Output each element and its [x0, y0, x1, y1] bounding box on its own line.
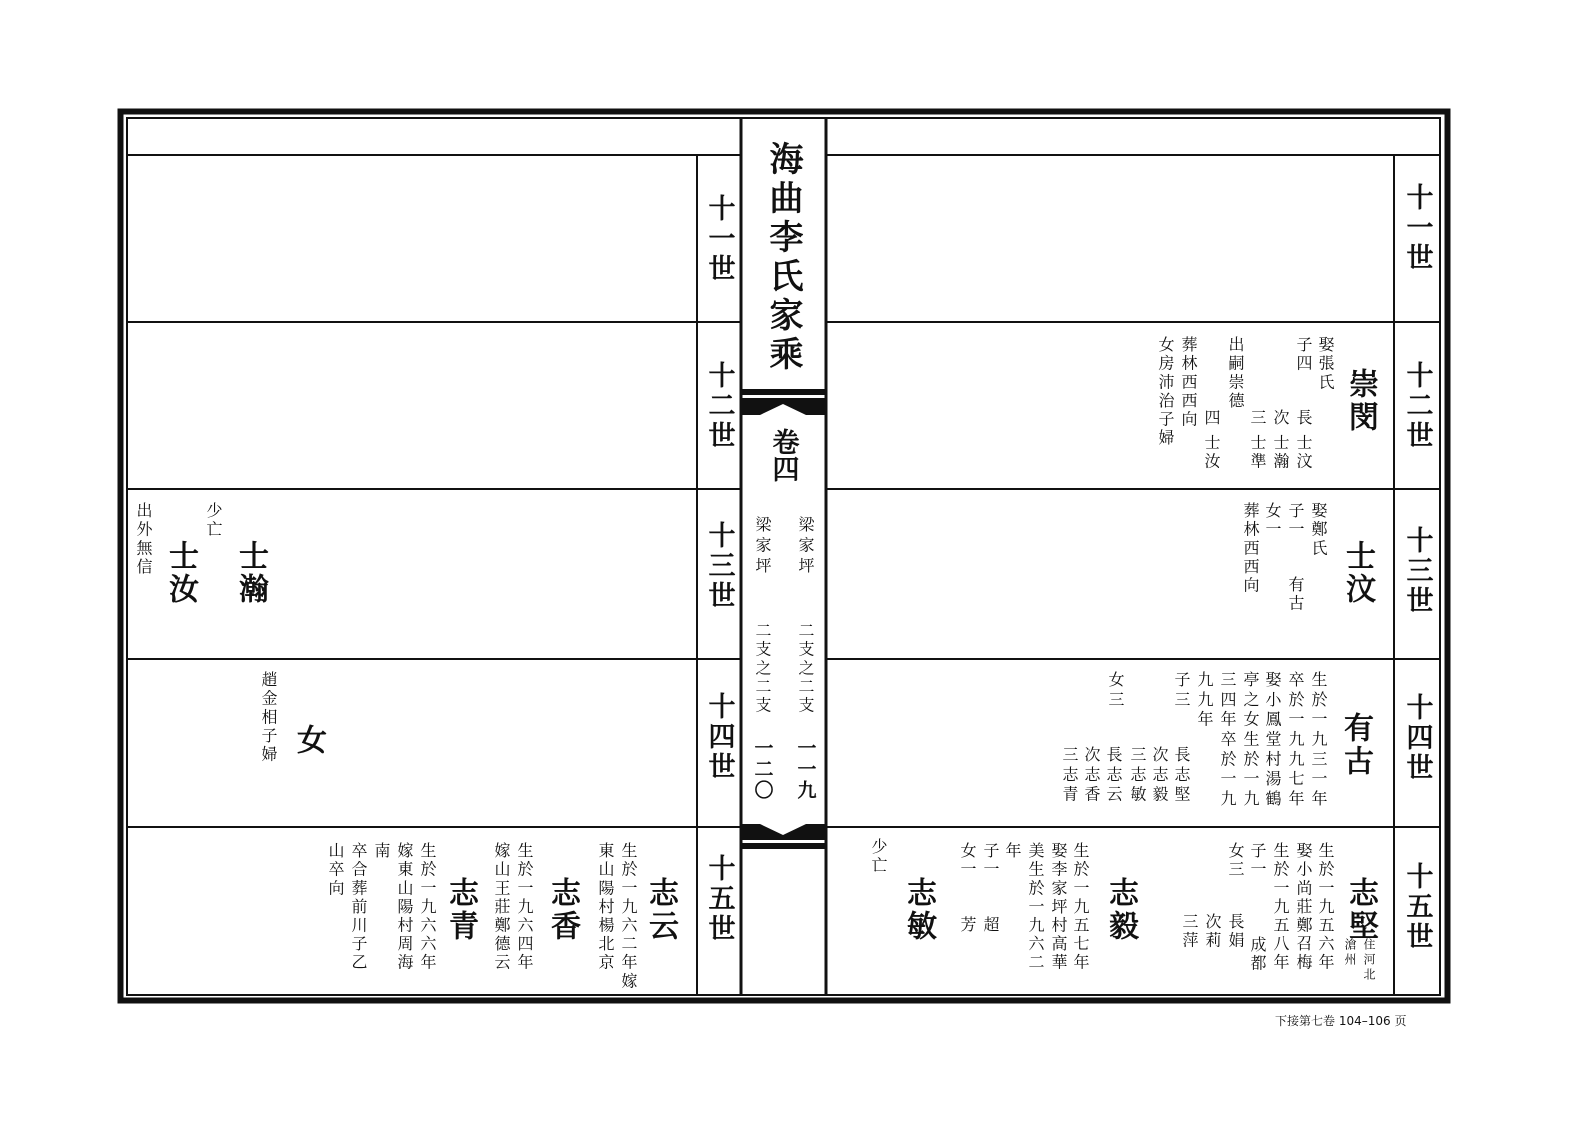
daughters-count: 女一 — [1263, 502, 1282, 540]
person-note: 趙金相子婦 — [259, 671, 278, 764]
person-name-zhixiang: 志香 — [545, 877, 580, 943]
child-name: 志敏 — [1128, 765, 1147, 806]
child-name: 志云 — [1104, 765, 1123, 806]
son-name: 士汝 — [1202, 434, 1221, 472]
bio-line: 九九年 — [1195, 671, 1214, 731]
child-entry — [1105, 746, 1121, 805]
son-name: 成都 — [1248, 936, 1267, 974]
burial-note: 葬林西西向 — [1179, 336, 1198, 429]
bio-line: 娶小尚莊鄭召梅 — [1294, 842, 1313, 973]
son-name: 超 — [981, 916, 1000, 935]
child-entry — [1129, 746, 1145, 805]
child-entry — [1227, 913, 1243, 950]
sons-count: 子四 — [1294, 336, 1313, 374]
book-title: 海曲李氏家乘 — [763, 141, 803, 375]
child-name: 萍 — [1180, 931, 1199, 951]
right-generation-label-13: 十三世 — [1401, 526, 1433, 616]
daughters-count: 女一 — [958, 842, 977, 880]
spine-right-branch: 二支之二支 — [796, 622, 815, 715]
person-note: 少亡 — [204, 502, 223, 540]
person-note: 少亡 — [869, 838, 888, 876]
bottom-fish-tail-band — [741, 843, 826, 849]
child-order: 三 — [1180, 913, 1199, 932]
son-name: 士汶 — [1294, 434, 1313, 472]
person-name-shihan: 士瀚 — [233, 540, 268, 606]
daughters-count: 女三 — [1226, 842, 1245, 880]
left-generation-label-15: 十五世 — [703, 854, 735, 944]
left-generation-label-12: 十二世 — [703, 361, 735, 451]
sons-count: 子一 — [1286, 502, 1305, 540]
left-generation-label-14: 十四世 — [703, 692, 735, 782]
bio-line: 亭之女生於一九 — [1241, 671, 1260, 810]
person-name-zhiyi: 志毅 — [1103, 877, 1138, 943]
sons-count: 子三 — [1172, 671, 1191, 711]
left-generation-label-13: 十三世 — [703, 521, 735, 611]
child-entry — [1181, 913, 1197, 950]
child-name: 志青 — [1060, 765, 1079, 806]
marriage-note: 娶張氏 — [1316, 336, 1335, 392]
child-order: 三 — [1060, 746, 1079, 766]
right-generation-label-11: 十一世 — [1401, 183, 1433, 273]
right-generation-label-12: 十二世 — [1401, 361, 1433, 451]
bio-line: 東山陽村楊北京 — [596, 842, 615, 973]
bio-line: 生於一九五六年 — [1316, 842, 1335, 973]
child-order: 次 — [1150, 746, 1169, 766]
bio-line: 生於一九三一年 — [1309, 671, 1328, 810]
bio-line: 生於一九五七年 — [1071, 842, 1090, 973]
son-order: 四 — [1202, 409, 1221, 428]
bio-line: 南 — [372, 842, 391, 861]
child-name: 志香 — [1082, 765, 1101, 806]
top-fish-tail-band — [741, 389, 826, 395]
son-name: 士準 — [1248, 434, 1267, 472]
bio-line: 嫁山王莊鄭德云 — [492, 842, 511, 973]
child-order: 長 — [1172, 746, 1191, 766]
left-generation-label-11: 十一世 — [703, 194, 735, 284]
child-entry — [1204, 913, 1220, 950]
bio-line: 三四年卒於一九 — [1218, 671, 1237, 810]
child-entry — [1083, 746, 1099, 805]
child-entry — [1151, 746, 1167, 805]
burial-note: 葬林西西向 — [1241, 502, 1260, 595]
person-name-zhijian: 志堅 — [1343, 877, 1378, 943]
bio-line: 嫁東山陽村周海 — [395, 842, 414, 973]
spine-left-branch: 二支之二支 — [753, 622, 772, 715]
bio-line: 生於一九六二年嫁 — [619, 842, 638, 991]
person-name-yougu: 有古 — [1338, 712, 1373, 778]
right-generation-label-15: 十五世 — [1401, 862, 1433, 952]
volume-label: 卷四 — [767, 428, 799, 482]
daughter-note: 女房沛治子婦 — [1156, 336, 1175, 448]
person-name-daughter: 女 — [291, 724, 326, 757]
continuation-footer: 下接第七卷 104–106 页 — [1275, 1014, 1407, 1028]
sons-count: 子一 — [1248, 842, 1267, 880]
sons-count: 子一 — [981, 842, 1000, 880]
child-order: 三 — [1128, 746, 1147, 766]
child-name: 莉 — [1203, 931, 1222, 951]
person-name-chongmin: 崇閔 — [1343, 368, 1378, 434]
son-order: 次 — [1271, 409, 1290, 428]
bio-line: 卒於一九九七年 — [1286, 671, 1305, 810]
person-note: 出外無信 — [134, 502, 153, 577]
top-fish-tail-mark — [741, 398, 826, 415]
son-name: 有古 — [1286, 576, 1305, 614]
child-name: 娟 — [1226, 931, 1245, 951]
spine-left-page-number: 一二〇 — [751, 738, 774, 801]
bio-line: 美生於一九六二 — [1026, 842, 1045, 973]
bio-line: 年 — [1003, 842, 1022, 861]
bio-line: 生於一九六四年 — [515, 842, 534, 973]
child-order: 次 — [1203, 913, 1222, 932]
bio-line: 卒合葬前川子乙 — [349, 842, 368, 973]
son-order: 長 — [1294, 409, 1313, 428]
spine-left-place: 梁家坪 — [753, 516, 772, 578]
son-name: 士瀚 — [1271, 434, 1290, 472]
child-name: 志毅 — [1150, 765, 1169, 806]
residence-note: 住河北 — [1362, 938, 1376, 983]
bio-line: 生於一九五八年 — [1271, 842, 1290, 973]
bio-line: 山卒向 — [326, 842, 345, 898]
adoption-note: 出嗣崇德 — [1226, 336, 1245, 411]
spine-right-page-number: 一一九 — [794, 738, 817, 801]
spine-right-place: 梁家坪 — [796, 516, 815, 578]
daughter-name: 芳 — [958, 916, 977, 935]
bio-line: 娶李家坪村高華 — [1049, 842, 1068, 973]
residence-note: 滄州 — [1343, 938, 1357, 968]
bio-line: 娶小鳳堂村湯鶴 — [1263, 671, 1282, 810]
person-name-zhiqing: 志青 — [443, 877, 478, 943]
son-order: 三 — [1248, 409, 1267, 428]
child-entry — [1061, 746, 1077, 805]
marriage-note: 娶鄭氏 — [1309, 502, 1328, 558]
child-order: 次 — [1082, 746, 1101, 766]
person-name-zhimin: 志敏 — [901, 877, 936, 943]
person-name-shiwen: 士汶 — [1340, 540, 1375, 606]
child-name: 志堅 — [1172, 765, 1191, 806]
person-name-zhiyun: 志云 — [643, 877, 678, 943]
child-order: 長 — [1104, 746, 1123, 766]
child-entry — [1173, 746, 1189, 805]
daughters-count: 女三 — [1106, 671, 1125, 711]
person-name-shiru: 士汝 — [163, 540, 198, 606]
child-order: 長 — [1226, 913, 1245, 932]
bio-line: 生於一九六六年 — [418, 842, 437, 973]
bottom-fish-tail-mark — [741, 824, 826, 840]
right-generation-label-14: 十四世 — [1401, 693, 1433, 783]
